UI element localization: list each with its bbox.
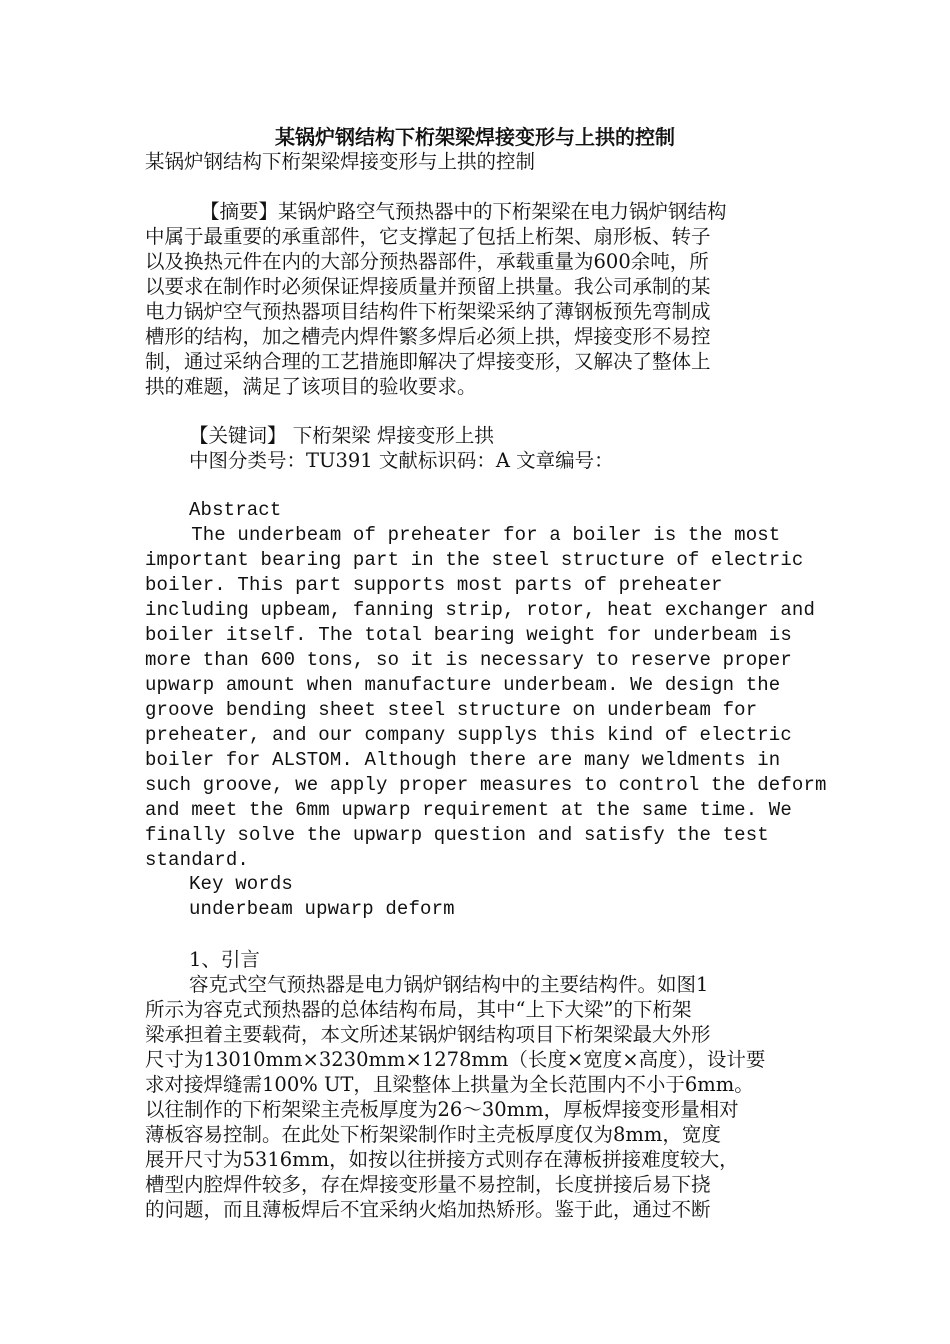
keywords-en-heading: Key words [189,873,293,895]
abstract-en-line: upwarp amount when manufacture underbeam. We design the [145,674,781,696]
abstract-en-line: important bearing part in the steel structure of electric [145,549,804,571]
abstract-cn-line: 槽形的结构，加之槽壳内焊件繁多焊后必须上拱，焊接变形不易控 [145,325,711,348]
abstract-en-line: boiler itself. The total bearing weight for underbeam is [145,624,792,646]
abstract-cn-line: 【摘要】某锅炉路空气预热器中的下桁架梁在电力锅炉钢结构 [200,200,727,223]
section-body-line: 梁承担着主要载荷，本文所述某锅炉钢结构项目下桁架梁最大外形 [145,1023,711,1046]
document-subtitle: 某锅炉钢结构下桁架梁焊接变形与上拱的控制 [145,150,536,173]
abstract-en-line: standard. [145,849,249,871]
classification-line: 中图分类号：TU391 文献标识码：A 文章编号： [189,449,614,472]
section-body-line: 以往制作的下桁架梁主壳板厚度为26～30mm，厚板焊接变形量相对 [145,1098,739,1121]
section-body-line: 求对接焊缝需100% UT，且梁整体上拱量为全长范围内不小于6mm。 [145,1073,754,1096]
abstract-en-line: such groove, we apply proper measures to control the deform [145,774,827,796]
abstract-en-line: including upbeam, fanning strip, rotor, heat exchanger and [145,599,816,621]
section-body-line: 薄板容易控制。在此处下桁架梁制作时主壳板厚度仅为8mm，宽度 [145,1123,721,1146]
abstract-en-line: and meet the 6mm upwarp requirement at the same time. We [145,799,792,821]
abstract-cn-line: 拱的难题，满足了该项目的验收要求。 [145,375,477,398]
section-body-line: 尺寸为13010mm×3230mm×1278mm（长度×宽度×高度），设计要 [145,1048,766,1071]
section-body-line: 槽型内腔焊件较多，存在焊接变形量不易控制，长度拼接后易下挠 [145,1173,711,1196]
section-body-line: 所示为容克式预热器的总体结构布局，其中“上下大梁”的下桁架 [145,998,692,1021]
abstract-cn-line: 以要求在制作时必须保证焊接质量并预留上拱量。我公司承制的某 [145,275,711,298]
abstract-cn-line: 中属于最重要的承重部件，它支撑起了包括上桁架、扇形板、转子 [145,225,711,248]
abstract-en-line: groove bending sheet steel structure on underbeam for [145,699,758,721]
document-title: 某锅炉钢结构下桁架梁焊接变形与上拱的控制 [275,125,675,149]
abstract-cn-line: 电力锅炉空气预热器项目结构件下桁架梁采纳了薄钢板预先弯制成 [145,300,711,323]
abstract-en-line: boiler. This part supports most parts of preheater [145,574,723,596]
section-body-line: 的问题，而且薄板焊后不宜采纳火焰加热矫形。鉴于此，通过不断 [145,1198,711,1221]
abstract-en-line: The underbeam of preheater for a boiler is the most [145,524,781,546]
abstract-en-heading: Abstract [189,499,282,521]
abstract-en-line: more than 600 tons, so it is necessary to reserve proper [145,649,792,671]
abstract-cn-line: 以及换热元件在内的大部分预热器部件，承载重量为600余吨，所 [145,250,709,273]
abstract-cn-line: 制，通过采纳合理的工艺措施即解决了焊接变形，又解决了整体上 [145,350,711,373]
keywords-en: underbeam upwarp deform [189,898,455,920]
keywords-cn: 【关键词】 下桁架梁 焊接变形上拱 [189,424,494,447]
abstract-en-line: boiler for ALSTOM. Although there are many weldments in [145,749,781,771]
abstract-en-line: finally solve the upwarp question and satisfy the test [145,824,769,846]
abstract-en-line: preheater, and our company supplys this kind of electric [145,724,792,746]
section-body-line: 容克式空气预热器是电力锅炉钢结构中的主要结构件。如图1 [189,973,709,996]
section-heading: 1、引言 [189,948,260,971]
section-body-line: 展开尺寸为5316mm，如按以往拼接方式则存在薄板拼接难度较大， [145,1148,739,1171]
